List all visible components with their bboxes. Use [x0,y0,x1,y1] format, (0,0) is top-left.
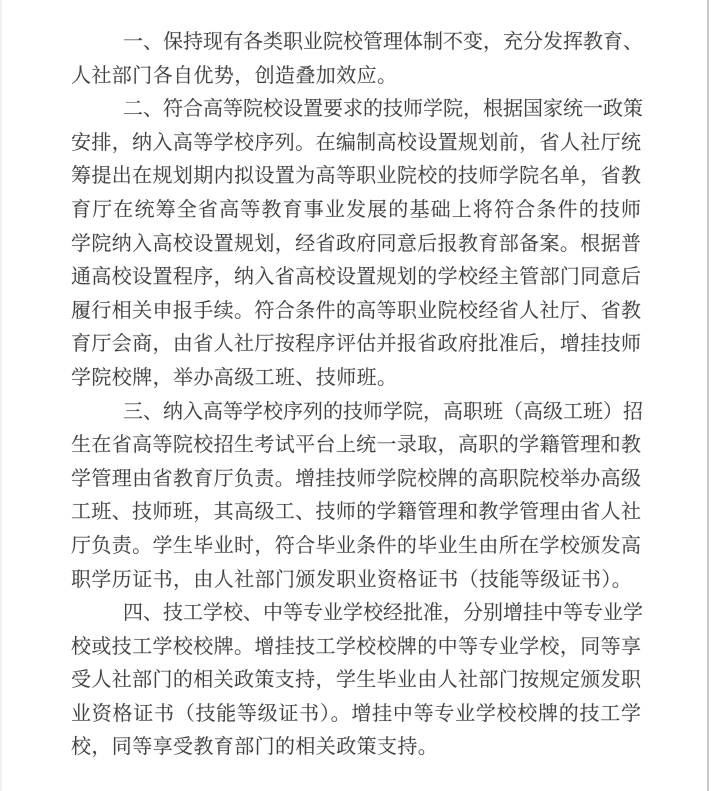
text-line: 工班、技师班，其高级工、技师的学籍管理和教学管理由省人社 [71,501,641,524]
text-line: 四、技工学校、中等专业学校经批准，分别增挂中等专业学 [123,602,643,625]
text-line: 育厅会商，由省人社厅按程序评估并报省政府批准后，增挂技师 [71,333,641,356]
text-line: 人社部门各自优势，创造叠加效应。 [71,64,398,87]
text-line: 校或技工学校校牌。增挂技工学校校牌的中等专业学校，同等享 [71,635,641,658]
text-line: 一、保持现有各类职业院校管理体制不变，充分发挥教育、 [123,31,643,53]
document-body [71,26,641,765]
paragraph [71,597,641,765]
text-line: 校，同等享受教育部门的相关政策支持。 [71,736,439,759]
text-line: 安排，纳入高等学校序列。在编制高校设置规划前，省人社厅统 [71,131,641,154]
paragraph [71,93,641,395]
text-line: 学管理由省教育厅负责。增挂技师学院校牌的高职院校举办高级 [71,467,641,490]
text-line: 二、符合高等院校设置要求的技师学院，根据国家统一政策 [123,98,643,121]
text-line: 履行相关申报手续。符合条件的高等职业院校经省人社厅、省教 [71,299,641,322]
text-line: 筹提出在规划期内拟设置为高等职业院校的技师学院名单，省教 [71,165,641,188]
text-line: 三、纳入高等学校序列的技师学院，高职班（高级工班）招 [123,400,643,423]
text-line: 受人社部门的相关政策支持，学生毕业由人社部门按规定颁发职 [71,669,641,692]
text-line: 厅负责。学生毕业时，符合毕业条件的毕业生由所在学校颁发高 [71,534,641,557]
paragraph [71,26,641,93]
scan-left-edge-shadow [0,0,3,791]
text-line: 通高校设置程序，纳入省高校设置规划的学校经主管部门同意后 [71,266,641,289]
text-line: 职学历证书，由人社部门颁发职业资格证书（技能等级证书）。 [71,568,633,591]
text-line: 学院校牌，举办高级工班、技师班。 [71,366,398,389]
text-line: 育厅在统筹全省高等教育事业发展的基础上将符合条件的技师 [71,198,641,221]
scan-edge-line [707,0,709,791]
paragraph [71,396,641,598]
text-line: 生在省高等院校招生考试平台上统一录取，高职的学籍管理和教 [71,434,641,457]
text-line: 业资格证书（技能等级证书）。增挂中等专业学校校牌的技工学 [71,702,641,725]
text-line: 学院纳入高校设置规划，经省政府同意后报教育部备案。根据普 [71,232,641,255]
